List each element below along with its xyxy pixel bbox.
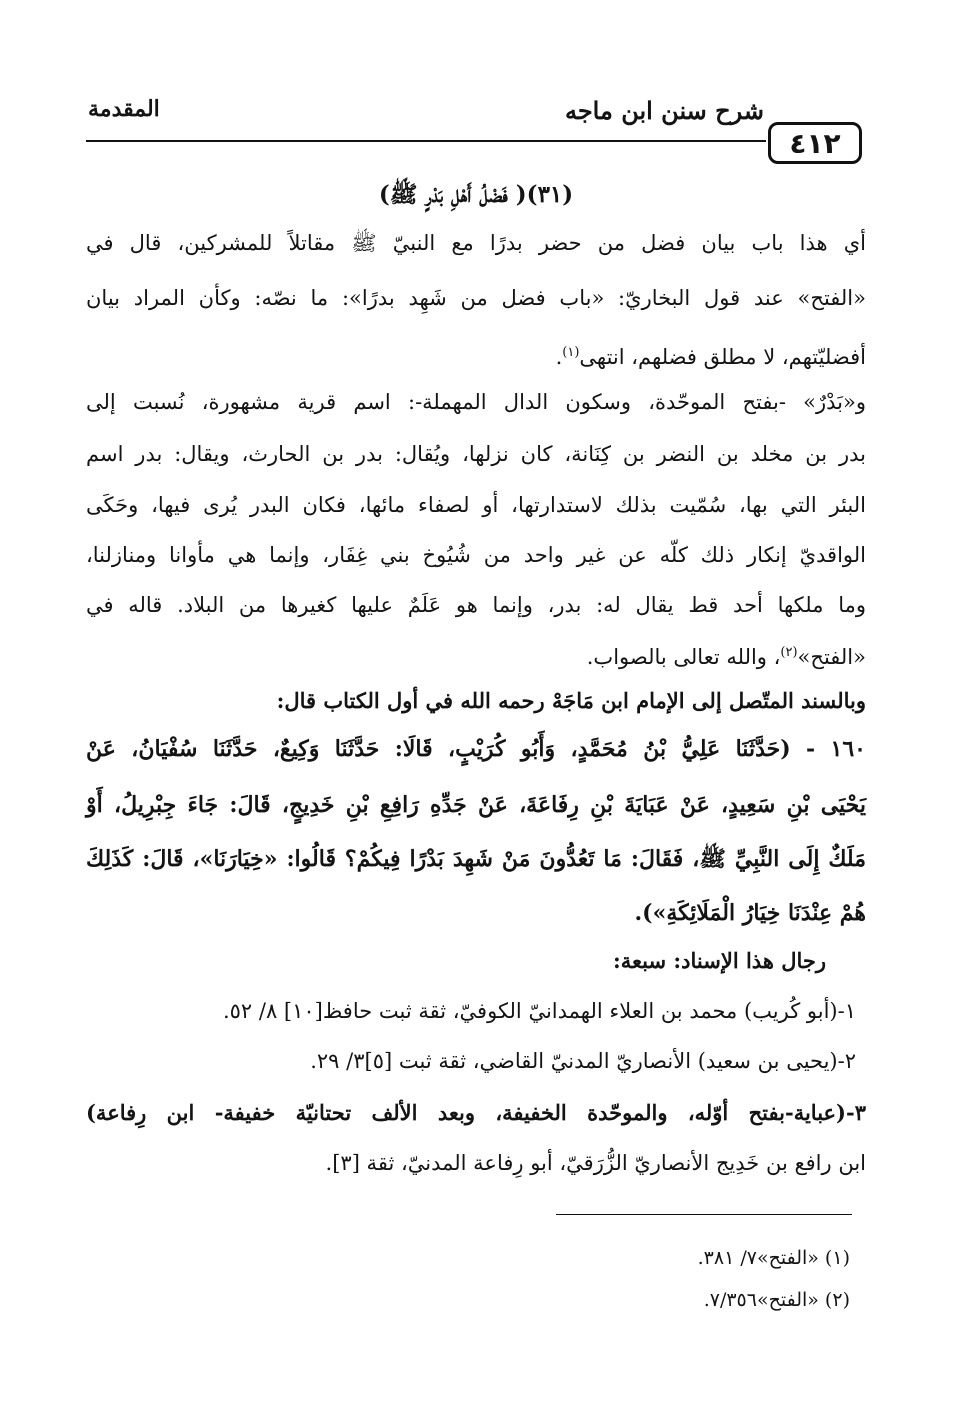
narrator-entry: ١-(أبو كُريب) محمد بن العلاء الهمدانيّ الكوفيّ، ثقة ثبت حافظ[١٠] ٨/ ٥٢. — [222, 999, 856, 1023]
footnote-marker: (٢) — [780, 645, 798, 660]
footnote-rule — [556, 1214, 852, 1215]
footnote: (٢) «الفتح»٧/٣٥٦. — [703, 1289, 850, 1311]
paragraph-line: و«بَدْرٌ» -بفتح الموحّدة، وسكون الدال المهملة-: اسم قرية مشهورة، نُسبت إلى — [86, 390, 866, 414]
paragraph-line: وما ملكها أحد قط يقال له: بدر، وإنما هو عَلَمٌ عليها كغيرها من البلاد. قاله في — [86, 593, 866, 617]
book-title: شرح سنن ابن ماجه — [564, 96, 764, 125]
chapter-heading: (٣١)( فَضْلُ أَهْلِ بَدْرٍ ﷺ) — [378, 181, 574, 208]
narrators-heading: رجال هذا الإسناد: سبعة: — [613, 948, 826, 973]
footnote: (١) «الفتح»٧/ ٣٨١. — [697, 1247, 850, 1269]
paragraph-line: «الفتح» عند قول البخاريّ: «باب فضل من شَهِد بدرًا»: ما نصّه: وكأن المراد بيان — [86, 286, 866, 310]
narrator-entry: ٣-(عباية-بفتح أوّله، والموحّدة الخفيفة، وبعد الألف تحتانيّة خفيفة- ابن رِفاعة) — [86, 1100, 866, 1125]
paragraph-line: أي هذا باب بيان فضل من حضر بدرًا مع النبيّ ﷺ مقاتلاً للمشركين، قال في — [86, 231, 866, 255]
header-rule — [86, 140, 766, 142]
narrator-entry: ٢-(يحيى بن سعيد) الأنصاريّ المدنيّ القاضي، ثقة ثبت [٥]٣/ ٢٩. — [310, 1049, 856, 1073]
hadith-line: يَحْيَى بْنِ سَعِيدٍ، عَنْ عَبَايَةَ بْنِ رِفَاعَةَ، عَنْ جَدِّهِ رَافِعِ بْنِ خَدِيجٍ، قَالَ: جَاءَ جِبْرِيلُ، أَوْ — [86, 792, 866, 818]
paragraph-line: بدر بن مخلد بن النضر بن كِنَانة، كان نزلها، ويُقال: بدر بن الحارث، ويقال: بدر اسم — [86, 442, 866, 466]
paragraph-line: أفضليّتهم، لا مطلق فضلهم، انتهى$^{(١)}$. — [555, 345, 866, 369]
section-title: المقدمة — [88, 96, 160, 122]
paragraph-line: «الفتح»$^{(٢)}$، والله تعالى بالصواب. — [586, 645, 866, 669]
hadith-line: هُمْ عِنْدَنَا خِيَارُ الْمَلَائِكَةِ»). — [634, 900, 866, 926]
page-number: ٤١٢ — [768, 122, 862, 164]
isnad-heading: وبالسند المتّصل إلى الإمام ابن مَاجَهْ رحمه الله في أول الكتاب قال: — [276, 688, 866, 713]
hadith-line: مَلَكٌ إِلَى النَّبِيِّ ﷺ، فَقَالَ: مَا تَعُدُّونَ مَنْ شَهِدَ بَدْرًا فِيكُمْ؟ قَالُوا: «خِيَارَنَا»، قَالَ: كَذَلِكَ — [86, 846, 866, 872]
paragraph-line: البئر التي بها، سُمّيت بذلك لاستدارتها، أو لصفاء مائها، فكان البدر يُرى فيها، وحَكَى — [86, 493, 866, 517]
paragraph-line: الواقديّ إنكار ذلك كلّه عن غير واحد من شُيُوخ بني غِفَار، وإنما هي مأوانا ومنازلنا، — [86, 543, 866, 567]
narrator-entry: ابن رافع بن خَدِيج الأنصاريّ الزُّرَقيّ، أبو رِفاعة المدنيّ، ثقة [٣]. — [325, 1151, 866, 1175]
footnote-marker: (١) — [562, 345, 580, 360]
hadith-line: ١٦٠ - (حَدَّثَنَا عَلِيُّ بْنُ مُحَمَّدٍ، وَأَبُو كُرَيْبٍ، قَالَا: حَدَّثَنَا وَكِيعٌ، حَدَّثَنَا سُفْيَانُ، عَنْ — [86, 736, 866, 762]
